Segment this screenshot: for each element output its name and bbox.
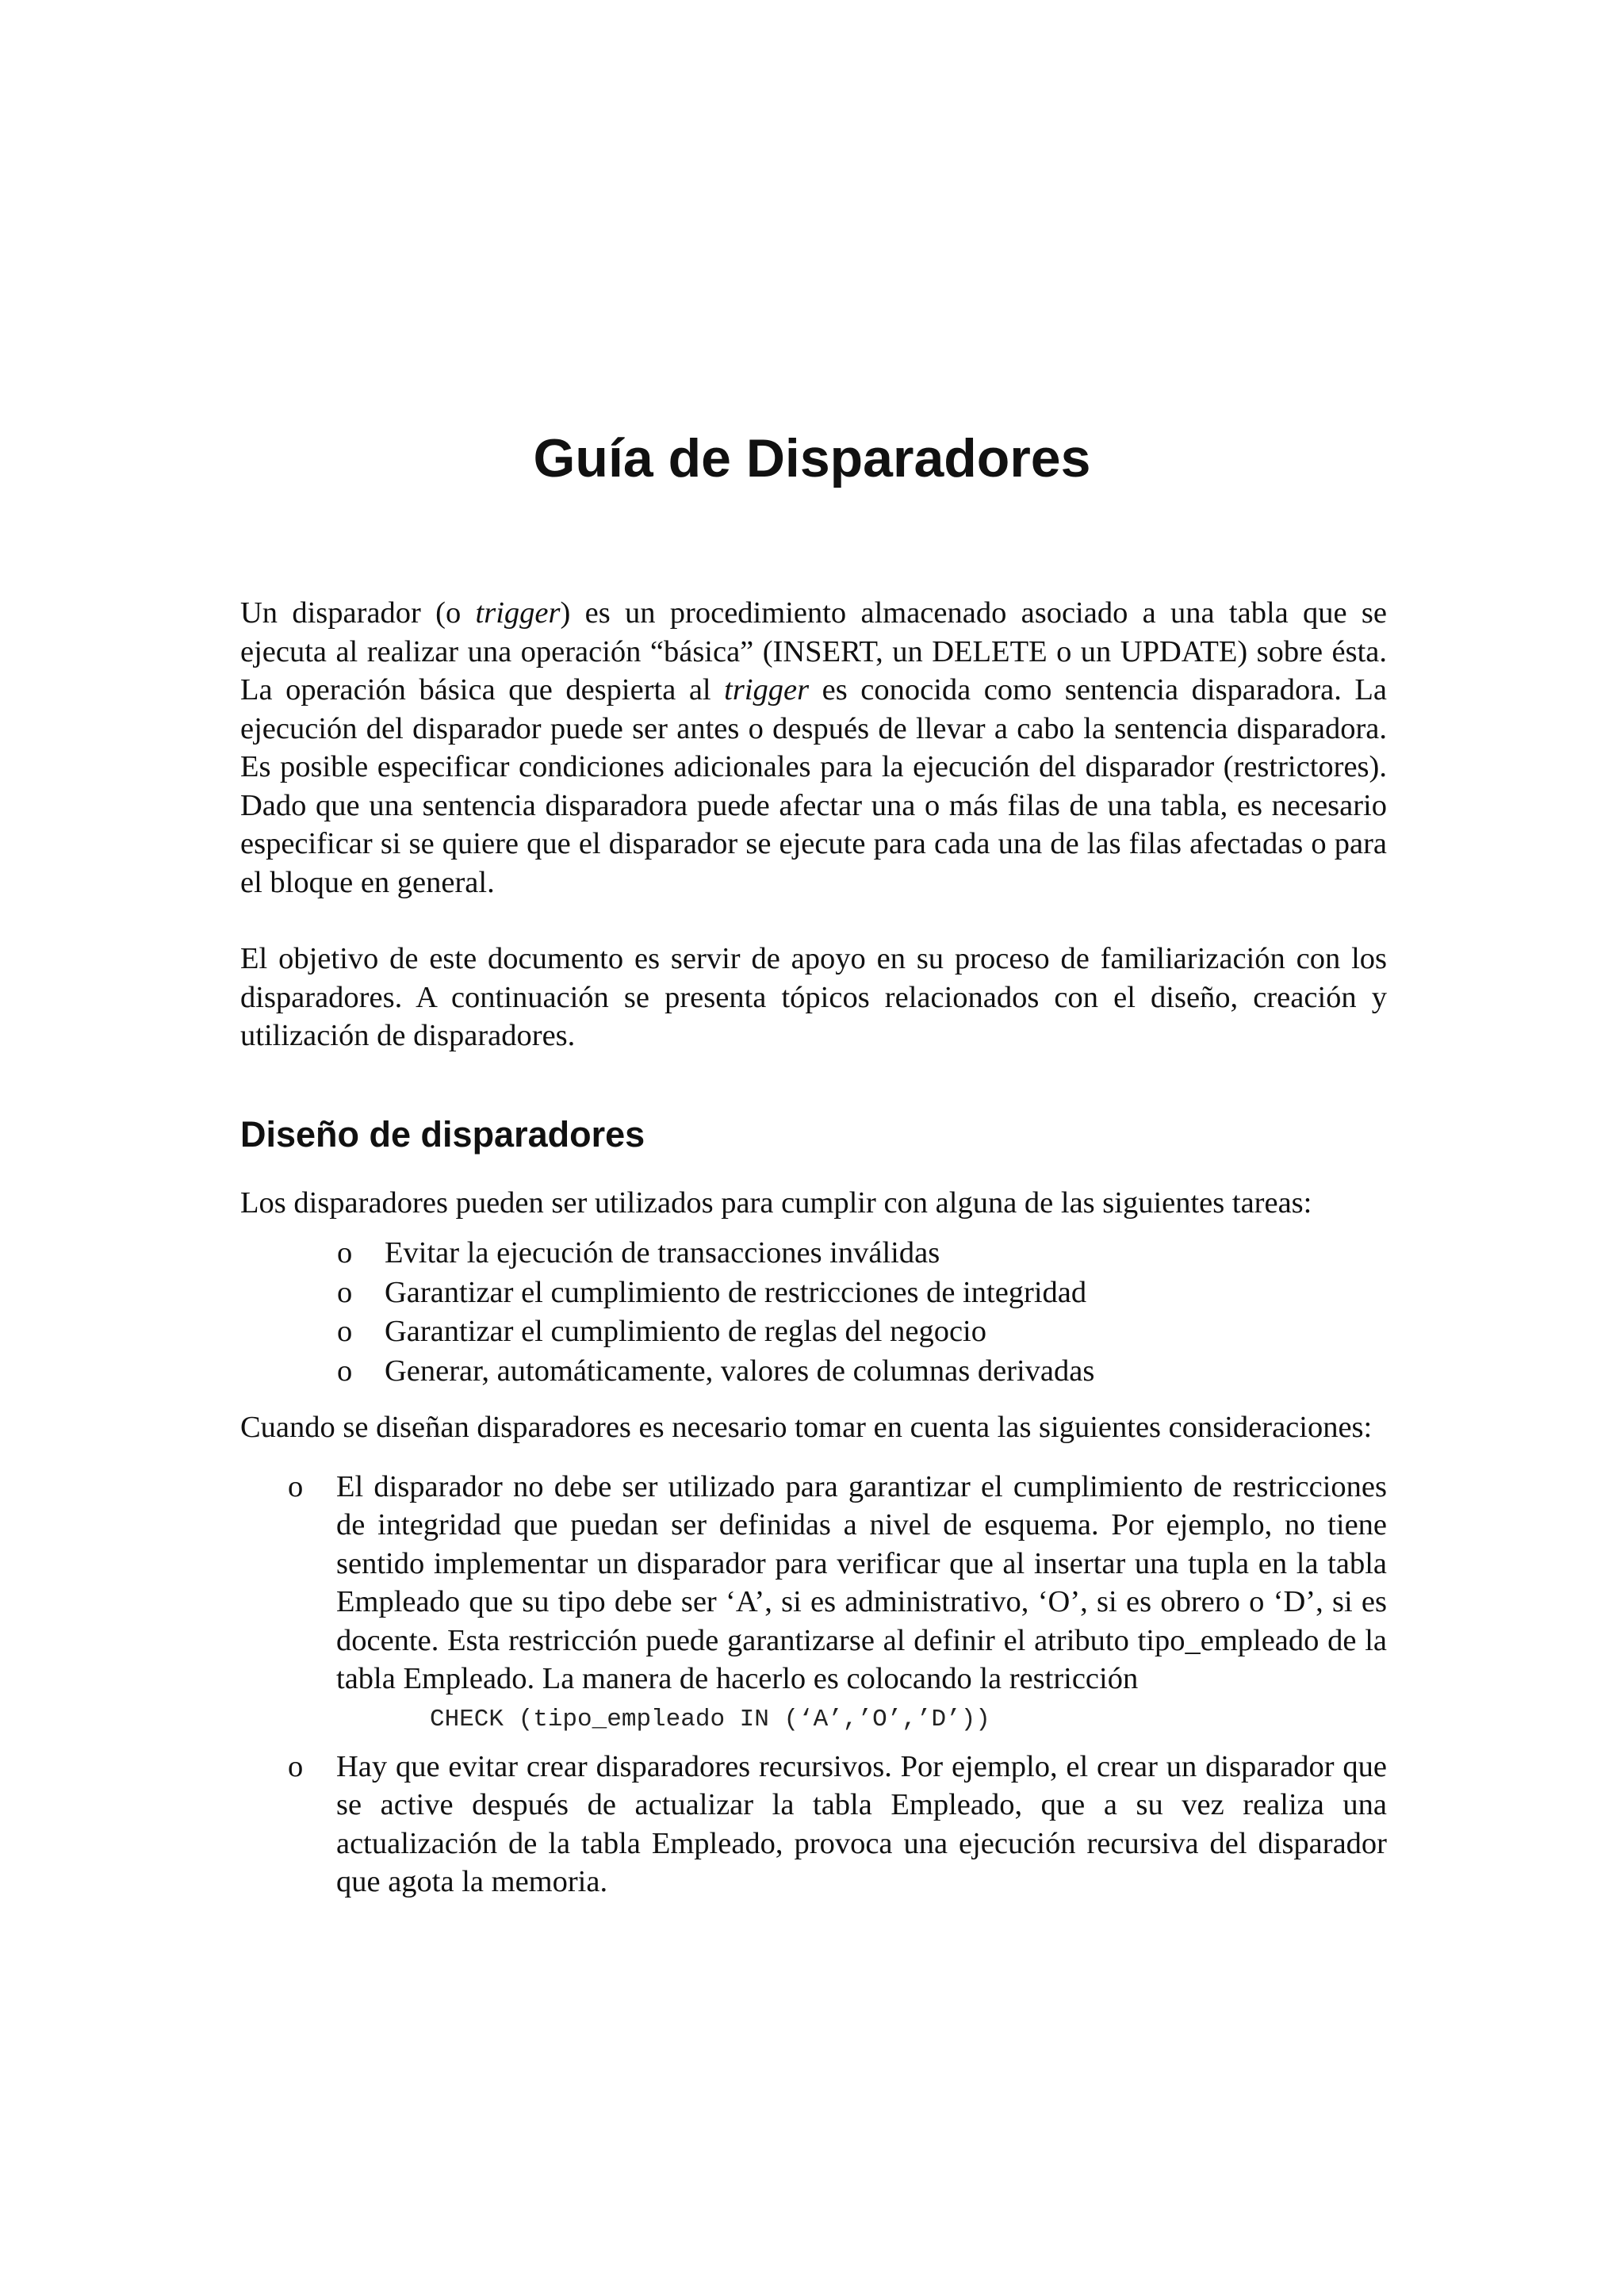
list-item: [240, 1352, 1387, 1392]
task-text: Garantizar el cumplimiento de reglas del negocio: [385, 1315, 987, 1348]
intro-term-trigger-2: trigger: [724, 673, 810, 707]
section-heading-design: Diseño de disparadores: [240, 1113, 645, 1155]
document-body: [240, 594, 1387, 1901]
check-constraint-code: CHECK (tipo_empleado IN (‘A’,’O’,’D’)): [430, 1705, 990, 1733]
tasks-list: [240, 1234, 1387, 1391]
list-item: [240, 1468, 1387, 1737]
list-item: [240, 1273, 1387, 1313]
list-item: [240, 1234, 1387, 1273]
objective-paragraph: El objetivo de este documento es servir de apoyo en su proceso de familiarización con los disparadores. A continuación se presenta tópicos relacionados con el diseño, creación y utilización de disparadores.: [240, 942, 1387, 1052]
bullet-marker: o: [337, 1275, 353, 1309]
task-text: Generar, automáticamente, valores de columnas derivadas: [385, 1354, 1095, 1388]
task-text: Evitar la ejecución de transacciones inválidas: [385, 1236, 940, 1270]
bullet-marker: o: [337, 1354, 353, 1388]
considerations-intro: Cuando se diseñan disparadores es necesario tomar en cuenta las siguientes consideraciones:: [240, 1411, 1373, 1444]
task-text: Garantizar el cumplimiento de restricciones de integridad: [385, 1275, 1087, 1309]
intro-paragraph: [240, 594, 1387, 902]
consideration-text: Hay que evitar crear disparadores recursivos. Por ejemplo, el crear un disparador que se active después de actualizar la tabla Empleado, que a su vez realiza una actualización de la tabla Empleado, provoca una ejecución recursiva del disparador que agota la memoria.: [336, 1749, 1387, 1898]
bullet-marker: o: [288, 1469, 304, 1503]
bullet-marker: o: [337, 1315, 353, 1348]
consideration-text: El disparador no debe ser utilizado para garantizar el cumplimiento de restricciones de integridad que puedan ser definidas a nivel de esquema. Por ejemplo, no tiene sentido implementar un disparador para verificar que al insertar una tupla en la tabla Empleado que su tipo debe ser ‘A’, si es administrativo, ‘O’, si es obrero o ‘D’, si es docente. Esta restricción puede garantizarse al definir el atributo tipo_empleado de la tabla Empleado. La manera de hacerlo es colocando la restricción: [336, 1469, 1387, 1695]
considerations-list: [240, 1468, 1387, 1901]
bullet-marker: o: [288, 1749, 304, 1783]
intro-text-2: ) es un procedimiento almacenado asociado a una tabla que se ejecuta al realizar una operación “básica” (INSERT, un DELETE o un UPDATE) sobre ésta. La operación básica que despierta al: [240, 596, 1387, 707]
page-title: Guía de Disparadores: [533, 428, 1091, 488]
intro-term-trigger-1: trigger: [475, 596, 561, 630]
tasks-intro: Los disparadores pueden ser utilizados para cumplir con alguna de las siguientes tareas:: [240, 1185, 1312, 1220]
bullet-marker: o: [337, 1236, 353, 1270]
list-item: [240, 1312, 1387, 1352]
intro-text-1: Un disparador (o: [240, 596, 476, 630]
intro-text-3: es conocida como sentencia disparadora. La ejecución del disparador puede ser antes o después de llevar a cabo la sentencia disparadora. Es posible especificar condiciones adicionales para la ejecución del disparador (restrictores). Dado que una sentencia disparadora puede afectar una o más filas de una tabla, es necesario especificar si se quiere que el disparador se ejecute para cada una de las filas afectadas o para el bloque en general.: [240, 673, 1387, 899]
list-item: [240, 1748, 1387, 1901]
